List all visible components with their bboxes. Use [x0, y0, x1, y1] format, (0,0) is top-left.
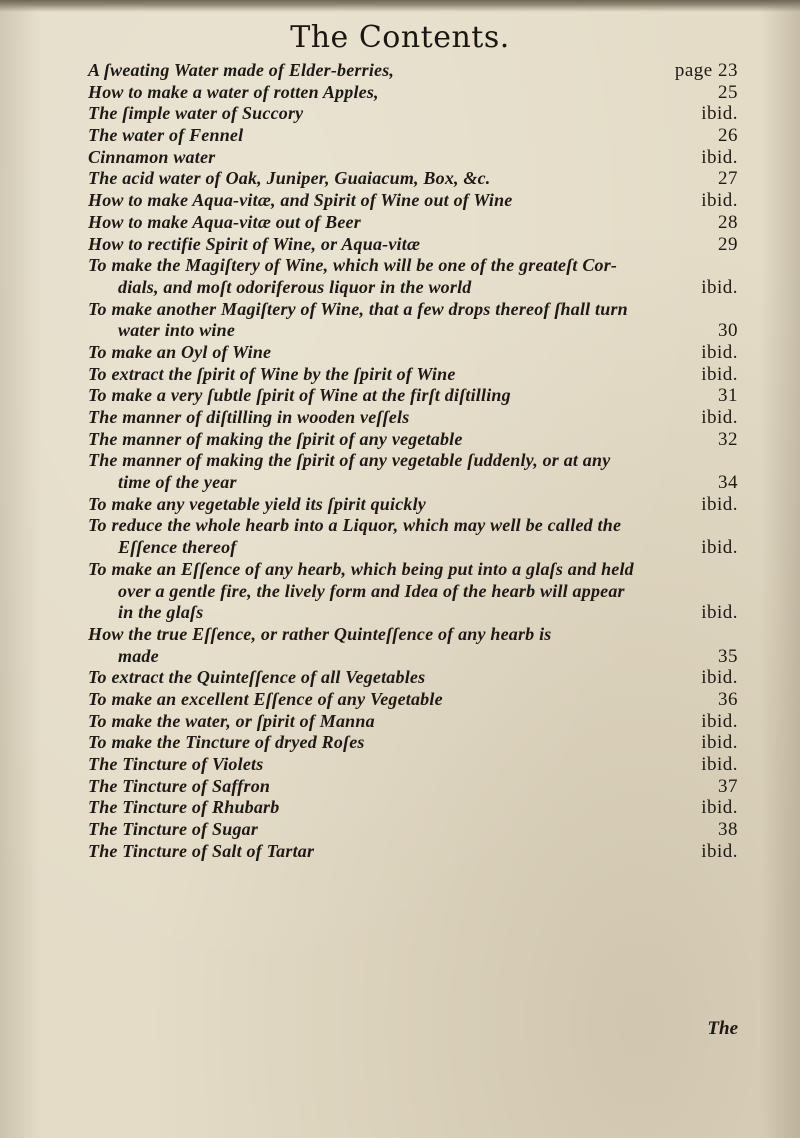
entry-text: To reduce the whole hearb into a Liquor, which may well be called the — [88, 515, 622, 536]
page-reference: ibid. — [701, 276, 738, 298]
contents-entry — [88, 776, 738, 798]
contents-entry — [88, 581, 738, 603]
page-reference: 34 — [718, 472, 738, 494]
entry-text: made — [118, 645, 159, 666]
entry-text: The manner of diſtilling in wooden veſſels — [88, 407, 410, 427]
contents-entry — [88, 147, 738, 169]
entry-text: To make a very ſubtle ſpirit of Wine at the firſt diſtilling — [88, 385, 511, 406]
contents-entry — [88, 494, 738, 516]
page-top-edge — [0, 0, 800, 12]
page-reference: ibid. — [701, 667, 738, 689]
entry-text: The Tincture of Saffron — [88, 775, 271, 796]
contents-entry — [88, 646, 738, 668]
page-reference: 29 — [718, 233, 738, 255]
contents-entry — [88, 60, 738, 82]
entry-text: The Tincture of Rhubarb — [88, 797, 280, 818]
entry-text: How the true Eſſence, or rather Quinteſſence of any hearb is — [88, 623, 552, 644]
contents-entry — [88, 299, 738, 321]
entry-text: over a gentle fire, the lively form and Idea of the hearb will appear — [118, 580, 625, 601]
contents-entry — [88, 342, 738, 364]
page-reference: ibid. — [701, 840, 738, 862]
entry-text: How to make Aqua-vitæ out of Beer — [88, 211, 361, 232]
page-reference: ibid. — [701, 710, 738, 732]
page-reference: ibid. — [701, 103, 738, 125]
page-reference: ibid. — [701, 732, 738, 754]
page-reference: ibid. — [701, 537, 738, 559]
contents-entry — [88, 515, 738, 537]
entry-text: How to make Aqua-vitæ, and Spirit of Wine out of Wine — [88, 190, 513, 211]
entry-text: To make the water, or ſpirit of Manna — [88, 710, 375, 731]
page-reference: ibid. — [701, 146, 738, 168]
contents-entry — [88, 797, 738, 819]
contents-entry — [88, 624, 738, 646]
entry-text: The Tincture of Sugar — [88, 819, 259, 840]
page-reference: 27 — [718, 168, 738, 190]
entry-text: To make the Magiſtery of Wine, which will be one of the greateſt Cor- — [88, 255, 618, 276]
contents-entry — [88, 407, 738, 429]
page-reference: ibid. — [701, 493, 738, 515]
page-reference: ibid. — [701, 407, 738, 428]
entry-text: The Tincture of Violets — [88, 754, 264, 774]
catchword: The — [707, 1018, 738, 1039]
page-reference: ibid. — [701, 363, 738, 385]
contents-entry — [88, 320, 738, 342]
page-reference: 38 — [718, 819, 738, 841]
entry-text: To make the Tincture of dryed Roſes — [88, 732, 365, 753]
contents-entry — [88, 277, 738, 299]
contents-entry — [88, 537, 738, 559]
contents-entry — [88, 190, 738, 212]
contents-entry — [88, 364, 738, 386]
entry-text: water into wine — [118, 320, 236, 341]
entry-text: The water of Fennel — [88, 125, 244, 146]
entry-text: The acid water of Oak, Juniper, Guaiacum, Box, &c. — [88, 168, 491, 189]
entry-text: The manner of making the ſpirit of any vegetable — [88, 428, 463, 449]
entry-text: How to rectifie Spirit of Wine, or Aqua-vitæ — [88, 233, 421, 254]
page-reference: 31 — [718, 385, 738, 407]
contents-entry — [88, 711, 738, 733]
contents-entry — [88, 841, 738, 863]
contents-entry — [88, 450, 738, 472]
entry-text: A ſweating Water made of Elder-berries, — [88, 60, 395, 80]
page-reference: ibid. — [701, 190, 738, 212]
page-reference: ibid. — [701, 341, 738, 363]
contents-entry — [88, 125, 738, 147]
contents-entry — [88, 255, 738, 277]
page-reference: 28 — [718, 211, 738, 233]
page-reference: page 23 — [674, 60, 738, 81]
entry-text: To make an excellent Eſſence of any Vegetable — [88, 688, 443, 709]
contents-entry — [88, 732, 738, 754]
entry-text: How to make a water of rotten Apples, — [88, 81, 379, 102]
page-title: The Contents. — [290, 20, 510, 55]
entry-text: To make an Oyl of Wine — [88, 341, 272, 362]
contents-entry — [88, 168, 738, 190]
contents-entry — [88, 602, 738, 624]
entry-text: in the glaſs — [118, 602, 204, 623]
entry-text: To extract the ſpirit of Wine by the ſpirit of Wine — [88, 363, 456, 384]
contents-list — [88, 60, 738, 862]
entry-text: time of the year — [118, 472, 237, 493]
contents-entry — [88, 82, 738, 104]
contents-entry — [88, 472, 738, 494]
page-reference: ibid. — [701, 754, 738, 775]
entry-text: The manner of making the ſpirit of any vegetable ſuddenly, or at any — [88, 450, 611, 471]
page-reference: ibid. — [701, 602, 738, 624]
entry-text: The ſimple water of Succory — [88, 103, 304, 124]
contents-entry — [88, 234, 738, 256]
contents-entry — [88, 819, 738, 841]
page-reference: ibid. — [701, 797, 738, 819]
page-reference: 36 — [718, 688, 738, 710]
entry-text: Eſſence thereof — [118, 537, 237, 558]
entry-text: To extract the Quinteſſence of all Vegetables — [88, 667, 426, 688]
entry-text: To make any vegetable yield its ſpirit quickly — [88, 493, 426, 514]
entry-text: The Tincture of Salt of Tartar — [88, 840, 315, 861]
page-reference: 37 — [718, 775, 738, 797]
entry-text: Cinnamon water — [88, 146, 216, 167]
entry-text: To make another Magiſtery of Wine, that a few drops thereof ſhall turn — [88, 298, 628, 319]
page-reference: 35 — [718, 645, 738, 667]
entry-text: To make an Eſſence of any hearb, which being put into a glaſs and held — [88, 558, 634, 579]
contents-entry — [88, 559, 738, 581]
contents-entry — [88, 429, 738, 451]
contents-entry — [88, 689, 738, 711]
entry-text: dials, and moſt odoriferous liquor in the world — [118, 276, 472, 297]
contents-entry — [88, 385, 738, 407]
page-reference: 26 — [718, 125, 738, 147]
contents-entry — [88, 667, 738, 689]
contents-entry — [88, 103, 738, 125]
contents-entry — [88, 754, 738, 776]
page-reference: 32 — [718, 428, 738, 450]
page-reference: 25 — [718, 81, 738, 103]
page-reference: 30 — [718, 320, 738, 342]
contents-entry — [88, 212, 738, 234]
